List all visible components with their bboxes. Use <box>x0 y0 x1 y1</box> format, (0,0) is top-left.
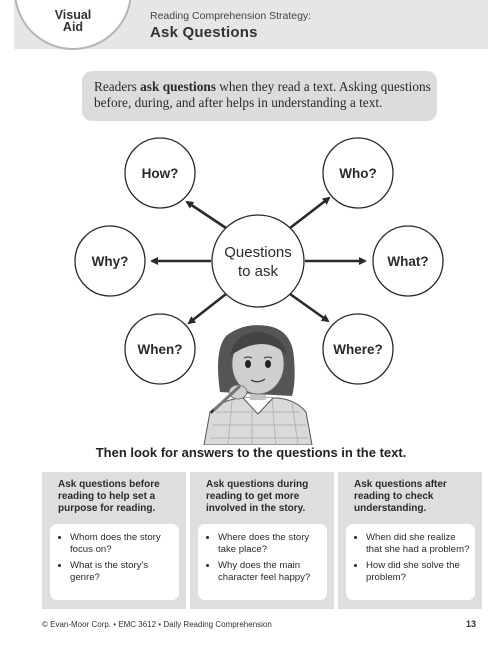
panel-before-card <box>50 524 179 600</box>
center-label-line2: to ask <box>237 263 279 280</box>
bubble-who-label: Who? <box>339 166 377 181</box>
page-title: Ask Questions <box>150 24 258 41</box>
panel-before-heading: Ask questions before reading to help set a purpose for reading. <box>58 479 160 514</box>
list-item: • What is the story's genre? <box>70 560 175 583</box>
bubble-who <box>323 138 393 208</box>
visual-aid-line1: Visual <box>54 8 92 22</box>
bubble-how-label: How? <box>141 166 179 181</box>
bubble-how <box>125 138 195 208</box>
panel-during-list <box>198 524 327 583</box>
panel-after-heading: Ask questions after reading to check understanding. <box>354 479 447 514</box>
arrow-to-how <box>187 202 226 228</box>
arrow-to-where <box>290 294 328 321</box>
visual-aid-line2: Aid <box>62 20 84 34</box>
panel-after-reading <box>338 472 482 609</box>
center-label-line1: Questions <box>224 244 292 261</box>
panel-during-reading <box>190 472 334 609</box>
bubble-where <box>323 314 393 384</box>
strategy-subtitle: Reading Comprehension Strategy: <box>150 10 312 22</box>
list-item: • Whom does the story focus on? <box>70 532 175 555</box>
answer-instruction: Then look for answers to the questions in the text. <box>95 445 407 460</box>
bubble-what <box>373 226 443 296</box>
bubble-when <box>125 314 195 384</box>
intro-text-end: when they read a text. Asking questions before, during, and after helps in understanding a text. <box>94 79 431 110</box>
thinking-girl-illustration <box>204 325 312 445</box>
panel-after-card <box>346 524 475 600</box>
bubble-when-label: When? <box>137 342 183 357</box>
bubble-why <box>75 226 145 296</box>
intro-text-bold: ask questions <box>140 79 216 94</box>
list-item: • How did she solve the problem? <box>366 560 471 583</box>
arrow-to-when <box>189 294 226 323</box>
footer-credit: © Evan-Moor Corp. • EMC 3612 • Daily Reading Comprehension <box>42 620 272 629</box>
bubble-what-label: What? <box>387 254 429 269</box>
list-item: • Where does the story take place? <box>218 532 323 555</box>
bubble-why-label: Why? <box>91 254 129 269</box>
panel-before-reading <box>42 472 186 609</box>
panel-after-list <box>346 524 475 583</box>
center-bubble <box>212 215 304 307</box>
page-number: 13 <box>466 619 477 629</box>
arrow-to-who <box>290 198 329 228</box>
list-item: • Why does the main character feel happy? <box>218 560 323 583</box>
panel-before-list <box>50 524 179 583</box>
panel-during-card <box>198 524 327 600</box>
panel-during-heading: Ask questions during reading to get more involved in the story. <box>206 479 309 514</box>
list-item: • When did she realize that she had a problem? <box>366 532 471 555</box>
bubble-where-label: Where? <box>333 342 383 357</box>
intro-text-start: Readers <box>94 79 141 94</box>
